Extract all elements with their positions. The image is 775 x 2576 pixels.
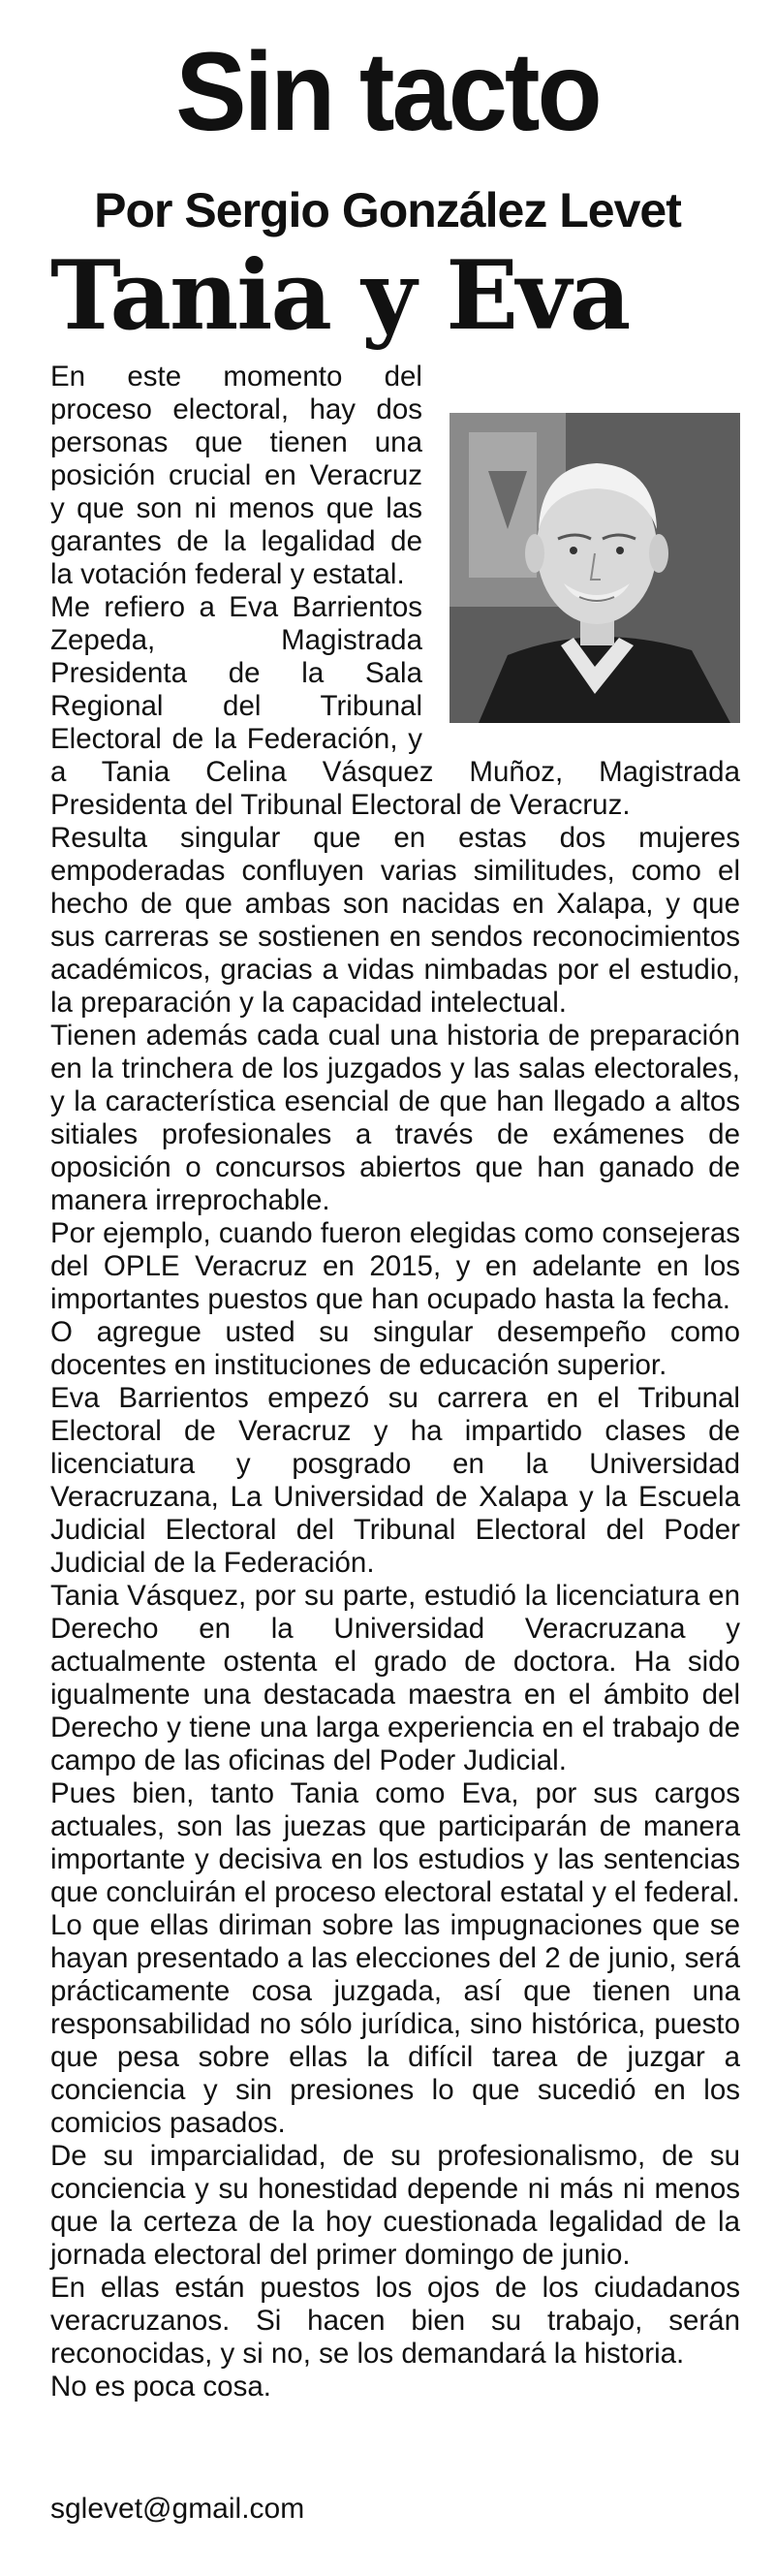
author-portrait (450, 413, 740, 723)
byline: Por Sergio González Levet (94, 183, 681, 237)
article-paragraph: Resulta singular que en estas dos mujeres empoderadas confluyen varias similitudes, como el hecho de que ambas son nacidas en Xalapa, y que sus carreras se sostienen en sendos reconocimientos académicos, gracias a vidas nimbadas por el estudio, la preparación y la capacidad intelectual. (50, 822, 740, 1019)
article-paragraph: Por ejemplo, cuando fueron elegidas como consejeras del OPLE Veracruz en 2015, y en adelante en los importantes puestos que han ocupado hasta la fecha. (50, 1217, 740, 1315)
article-paragraph: Tania Vásquez, por su parte, estudió la licenciatura en Derecho en la Universidad Veracruzana y actualmente ostenta el grado de doctora. Ha sido igualmente una destacada maestra en el ámbito del Derecho y tiene una larga experiencia en el trabajo de campo de las oficinas del Poder Judicial. (50, 1580, 740, 1776)
author-email: sglevet@gmail.com (50, 2493, 305, 2525)
article-paragraph: Lo que ellas diriman sobre las impugnaciones que se hayan presentado a las elecciones del 2 de junio, será prácticamente cosa juzgada, así que tienen una responsabilidad no sólo jurídica, sino histórica, puesto que pesa sobre ellas la difícil tarea de juzgar a conciencia y sin presiones lo que sucedió en los comicios pasados. (50, 1909, 740, 2139)
article-paragraph: Me refiero a Eva Barrientos Zepeda, Magistrada Presidenta de la Sala Regional del Tribunal Electoral de la Federación, y a Tania Celina Vásquez Muñoz, Magistrada Presidenta del Tribunal Electoral de Veracruz. (50, 591, 740, 821)
article-paragraph: De su imparcialidad, de su profesionalismo, de su conciencia y su honestidad depende ni más ni menos que la certeza de la hoy cuestionada legalidad de la jornada electoral del primer domingo de junio. (50, 2140, 740, 2271)
article-paragraph: En este momento del proceso electoral, hay dos personas que tienen una posición crucial en Veracruz y que son ni menos que las garantes de la legalidad de la votación federal y estatal. (50, 361, 422, 590)
author-photo (450, 413, 740, 723)
headline: Tania y Eva (50, 240, 630, 352)
article-paragraph: Pues bien, tanto Tania como Eva, por sus cargos actuales, son las juezas que participarán de manera importante y decisiva en los estudios y las sentencias que concluirán el proceso electoral estatal y el federal. (50, 1777, 740, 1908)
column-title: Sin tacto (175, 28, 600, 155)
article-body (50, 361, 740, 2403)
article-paragraph: Tienen además cada cual una historia de preparación en la trinchera de los juzgados y las salas electorales, y la característica esencial de que han llegado a altos sitiales profesionales a través de exámenes de oposición o concursos abiertos que han ganado de manera irreprochable. (50, 1020, 740, 1216)
article-paragraph: O agregue usted su singular desempeño como docentes en instituciones de educación superior. (50, 1316, 740, 1381)
article-paragraph: En ellas están puestos los ojos de los ciudadanos veracruzanos. Si hacen bien su trabajo, serán reconocidas, y si no, se los demandará la historia. (50, 2272, 740, 2370)
article-paragraph: No es poca cosa. (50, 2371, 271, 2403)
article-paragraph: Eva Barrientos empezó su carrera en el Tribunal Electoral de Veracruz y ha impartido clases de licenciatura y posgrado en la Universidad Veracruzana, La Universidad de Xalapa y la Escuela Judicial Electoral del Tribunal Electoral del Poder Judicial de la Federación. (50, 1382, 740, 1579)
